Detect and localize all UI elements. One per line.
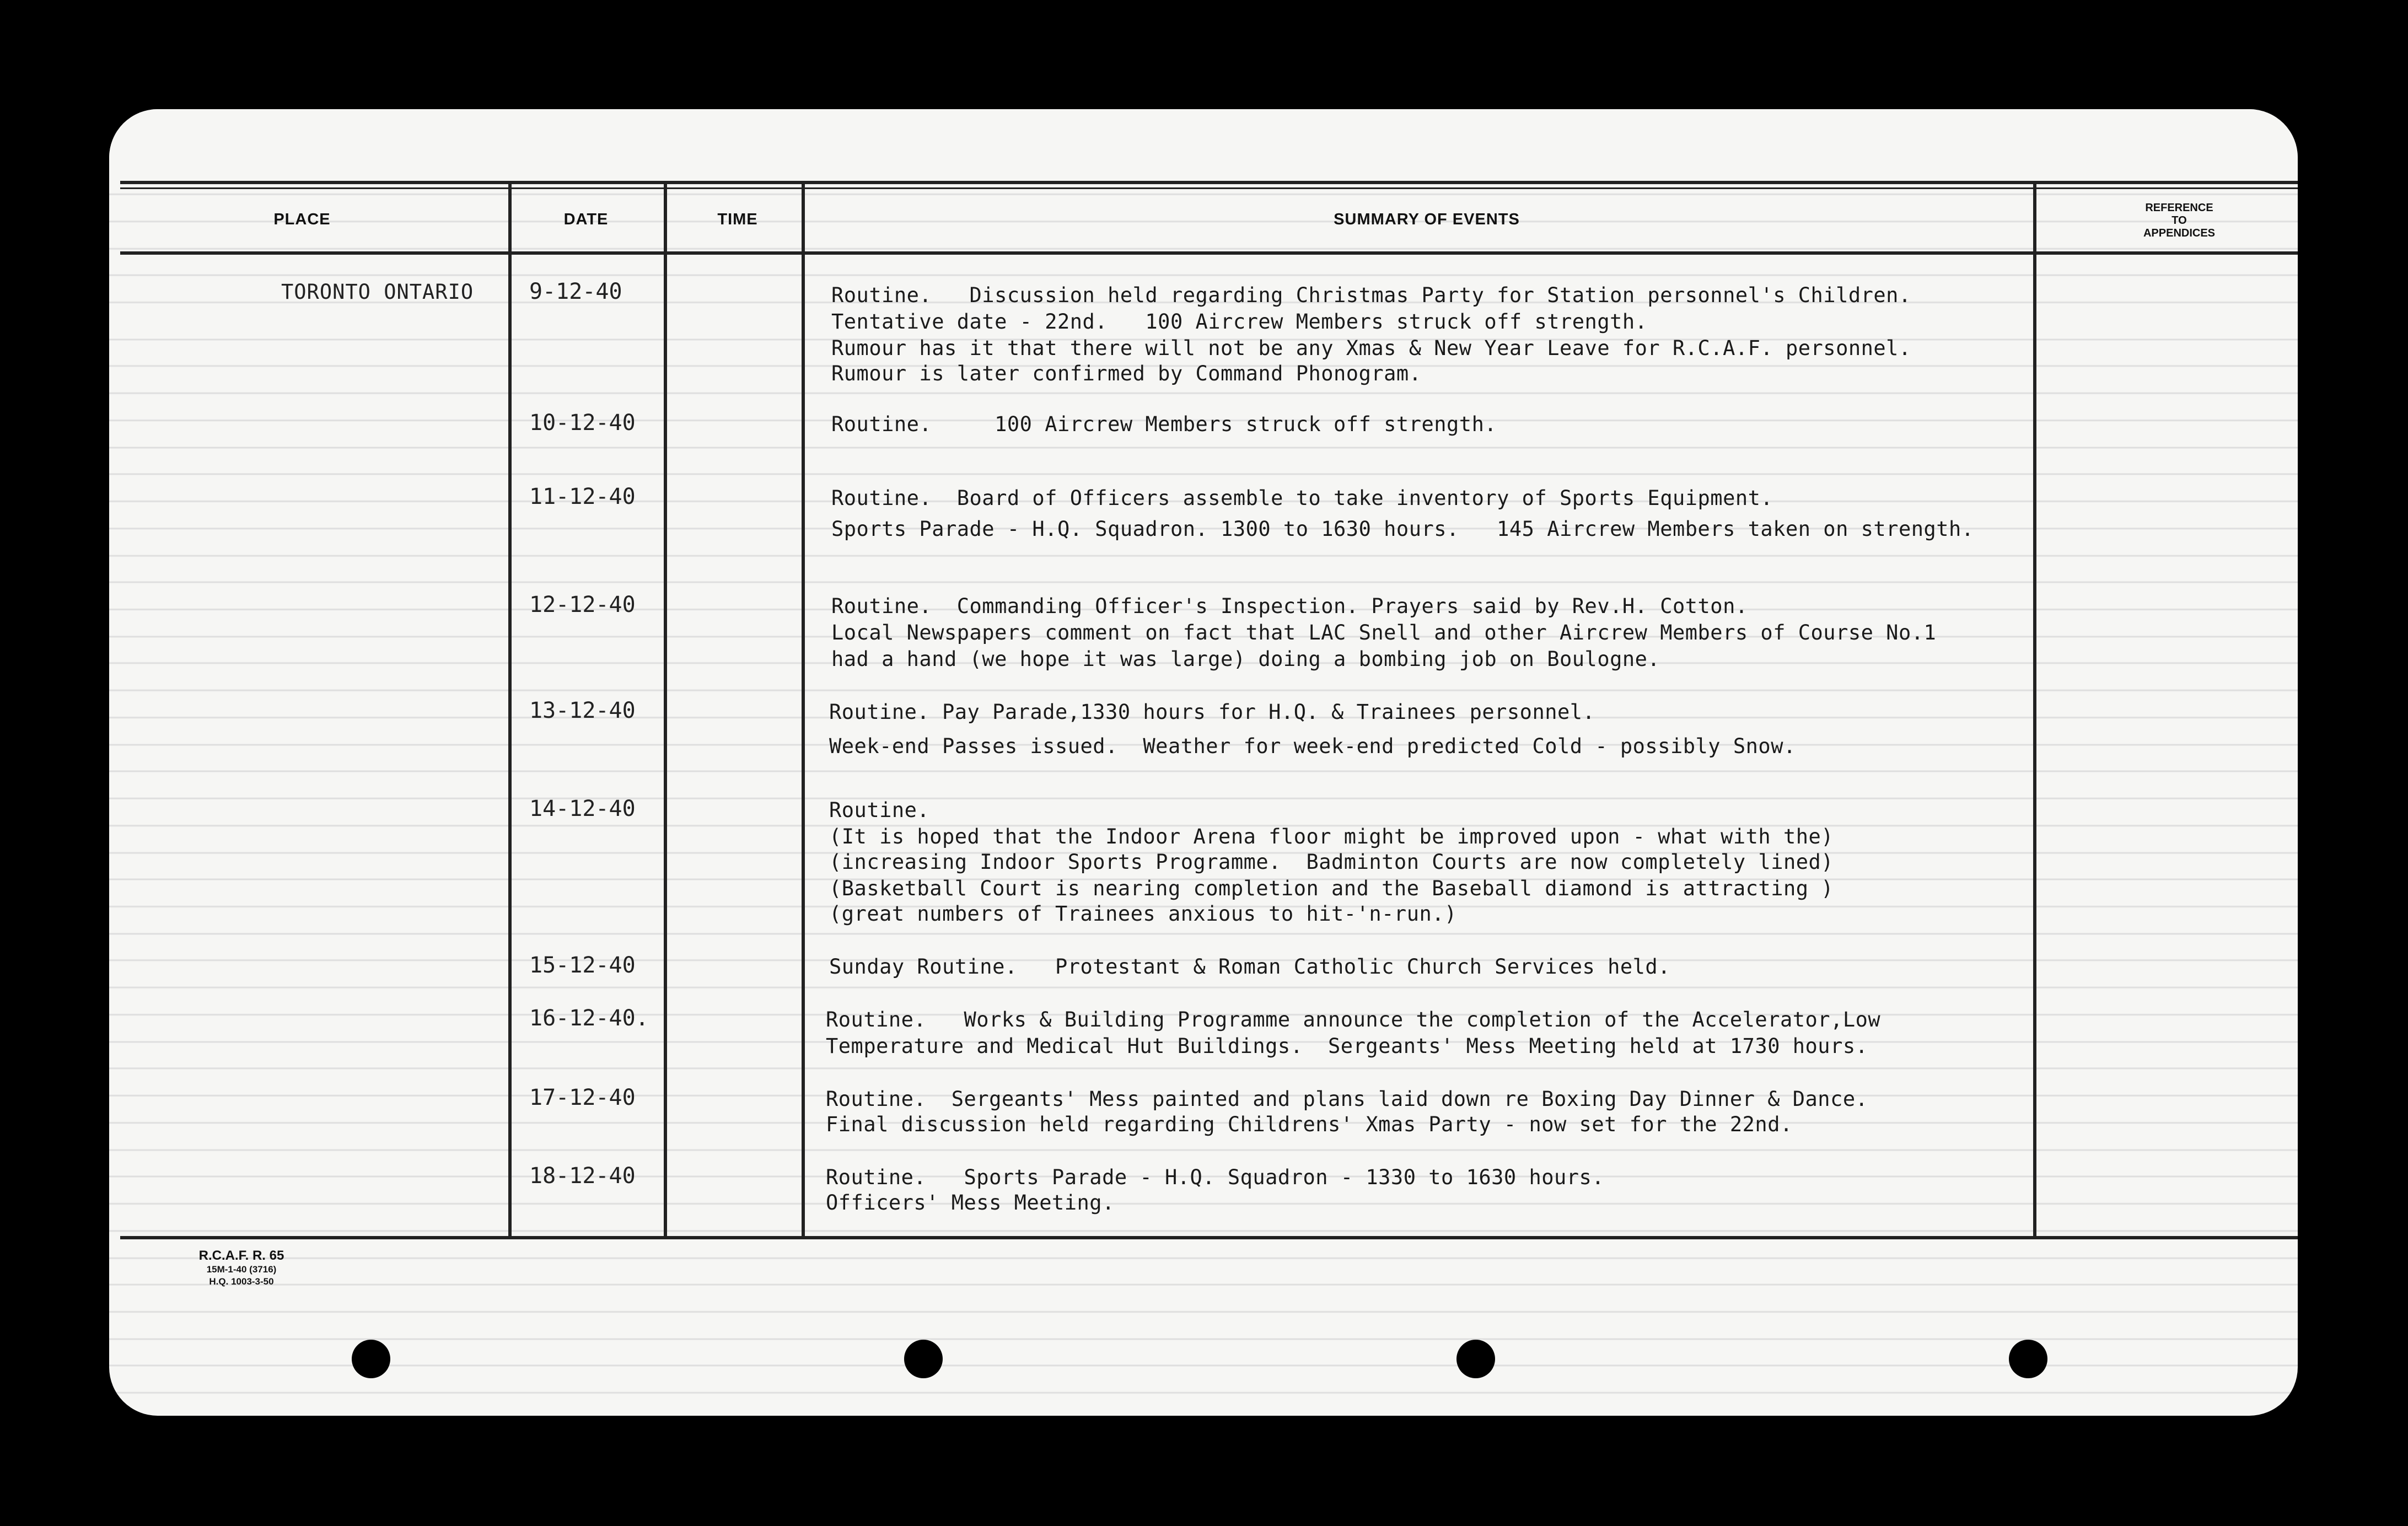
entry-date: 11-12-40 [529, 484, 636, 509]
summary-line: Routine. [829, 798, 930, 822]
header-summary: SUMMARY OF EVENTS [1334, 211, 1520, 228]
entry-date: 9-12-40 [529, 279, 622, 304]
header-top-rule [120, 181, 2298, 184]
entry-date: 13-12-40 [529, 698, 636, 723]
summary-line: Routine. Sports Parade - H.Q. Squadron - 1330 to 1630 hours. [826, 1165, 1605, 1189]
summary-line: Week-end Passes issued. Weather for week-end predicted Cold - possibly Snow. [829, 734, 1796, 758]
header-bottom-rule [120, 251, 2298, 255]
form-hq-code: H.Q. 1003-3-50 [209, 1276, 274, 1287]
summary-line: Sunday Routine. Protestant & Roman Catholic Church Services held. [829, 955, 1670, 979]
col-rule-place [508, 181, 512, 1239]
summary-line: had a hand (we hope it was large) doing a bombing job on Boulogne. [831, 647, 1660, 671]
col-rule-date [664, 181, 667, 1239]
summary-line: Local Newspapers comment on fact that LAC Snell and other Aircrew Members of Course No.1 [831, 621, 1937, 644]
summary-line: Routine. Commanding Officer's Inspection. Prayers said by Rev.H. Cotton. [831, 594, 1748, 618]
header-reference-line: REFERENCE [2145, 202, 2213, 214]
punch-hole [1456, 1340, 1495, 1378]
summary-line: Routine. 100 Aircrew Members struck off strength. [831, 412, 1497, 436]
col-rule-time [802, 181, 805, 1239]
entry-date: 18-12-40 [529, 1163, 636, 1189]
header-time: TIME [717, 211, 758, 228]
summary-line: Routine. Pay Parade,1330 hours for H.Q. & Trainees personnel. [829, 700, 1595, 724]
punch-hole [904, 1340, 943, 1378]
entry-date: 14-12-40 [529, 796, 636, 821]
header-reference [2116, 202, 2243, 240]
summary-line: Final discussion held regarding Childrens' Xmas Party - now set for the 22nd. [826, 1113, 1793, 1136]
summary-line: Temperature and Medical Hut Buildings. Sergeants' Mess Meeting held at 1730 hours. [826, 1034, 1868, 1058]
entry-date: 15-12-40 [529, 953, 636, 978]
punch-hole [2009, 1340, 2047, 1378]
summary-line: Routine. Sergeants' Mess painted and plans laid down re Boxing Day Dinner & Dance. [826, 1087, 1868, 1111]
header-rule-2 [120, 187, 2298, 189]
summary-line: (It is hoped that the Indoor Arena floor might be improved upon - what with the) [829, 825, 1834, 848]
summary-line: Routine. Works & Building Programme announce the completion of the Accelerator,Low [826, 1008, 1881, 1031]
summary-line: Officers' Mess Meeting. [826, 1191, 1115, 1215]
header-reference-line: APPENDICES [2143, 227, 2216, 239]
header-date: DATE [563, 211, 609, 228]
header-place: PLACE [273, 211, 331, 228]
summary-line: (great numbers of Trainees anxious to hit-'n-run.) [829, 902, 1457, 926]
form-print-code: 15M-1-40 (3716) [206, 1264, 277, 1275]
summary-line: (increasing Indoor Sports Programme. Badminton Courts are now completely lined) [829, 850, 1834, 874]
form-number-block [170, 1248, 313, 1288]
header-reference-line: TO [2172, 214, 2187, 227]
table-bottom-rule [120, 1236, 2298, 1239]
summary-line: Routine. Discussion held regarding Christmas Party for Station personnel's Children. [831, 283, 1911, 307]
summary-line: Sports Parade - H.Q. Squadron. 1300 to 1630 hours. 145 Aircrew Members taken on strength. [831, 517, 1974, 541]
col-rule-summary [2033, 181, 2036, 1239]
form-number: R.C.A.F. R. 65 [198, 1248, 284, 1263]
summary-line: Routine. Board of Officers assemble to take inventory of Sports Equipment. [831, 486, 1773, 510]
place-value: TORONTO ONTARIO [281, 280, 474, 304]
diary-card [109, 109, 2298, 1416]
entry-date: 17-12-40 [529, 1085, 636, 1110]
summary-line: (Basketball Court is nearing completion and the Baseball diamond is attracting ) [829, 877, 1834, 900]
summary-line: Tentative date - 22nd. 100 Aircrew Members struck off strength. [831, 310, 1648, 334]
summary-line: Rumour is later confirmed by Command Phonogram. [831, 362, 1422, 385]
summary-line: Rumour has it that there will not be any Xmas & New Year Leave for R.C.A.F. personnel. [831, 336, 1911, 360]
entry-date: 16-12-40. [529, 1006, 649, 1031]
entry-date: 10-12-40 [529, 410, 636, 436]
punch-hole [352, 1340, 390, 1378]
entry-date: 12-12-40 [529, 592, 636, 617]
